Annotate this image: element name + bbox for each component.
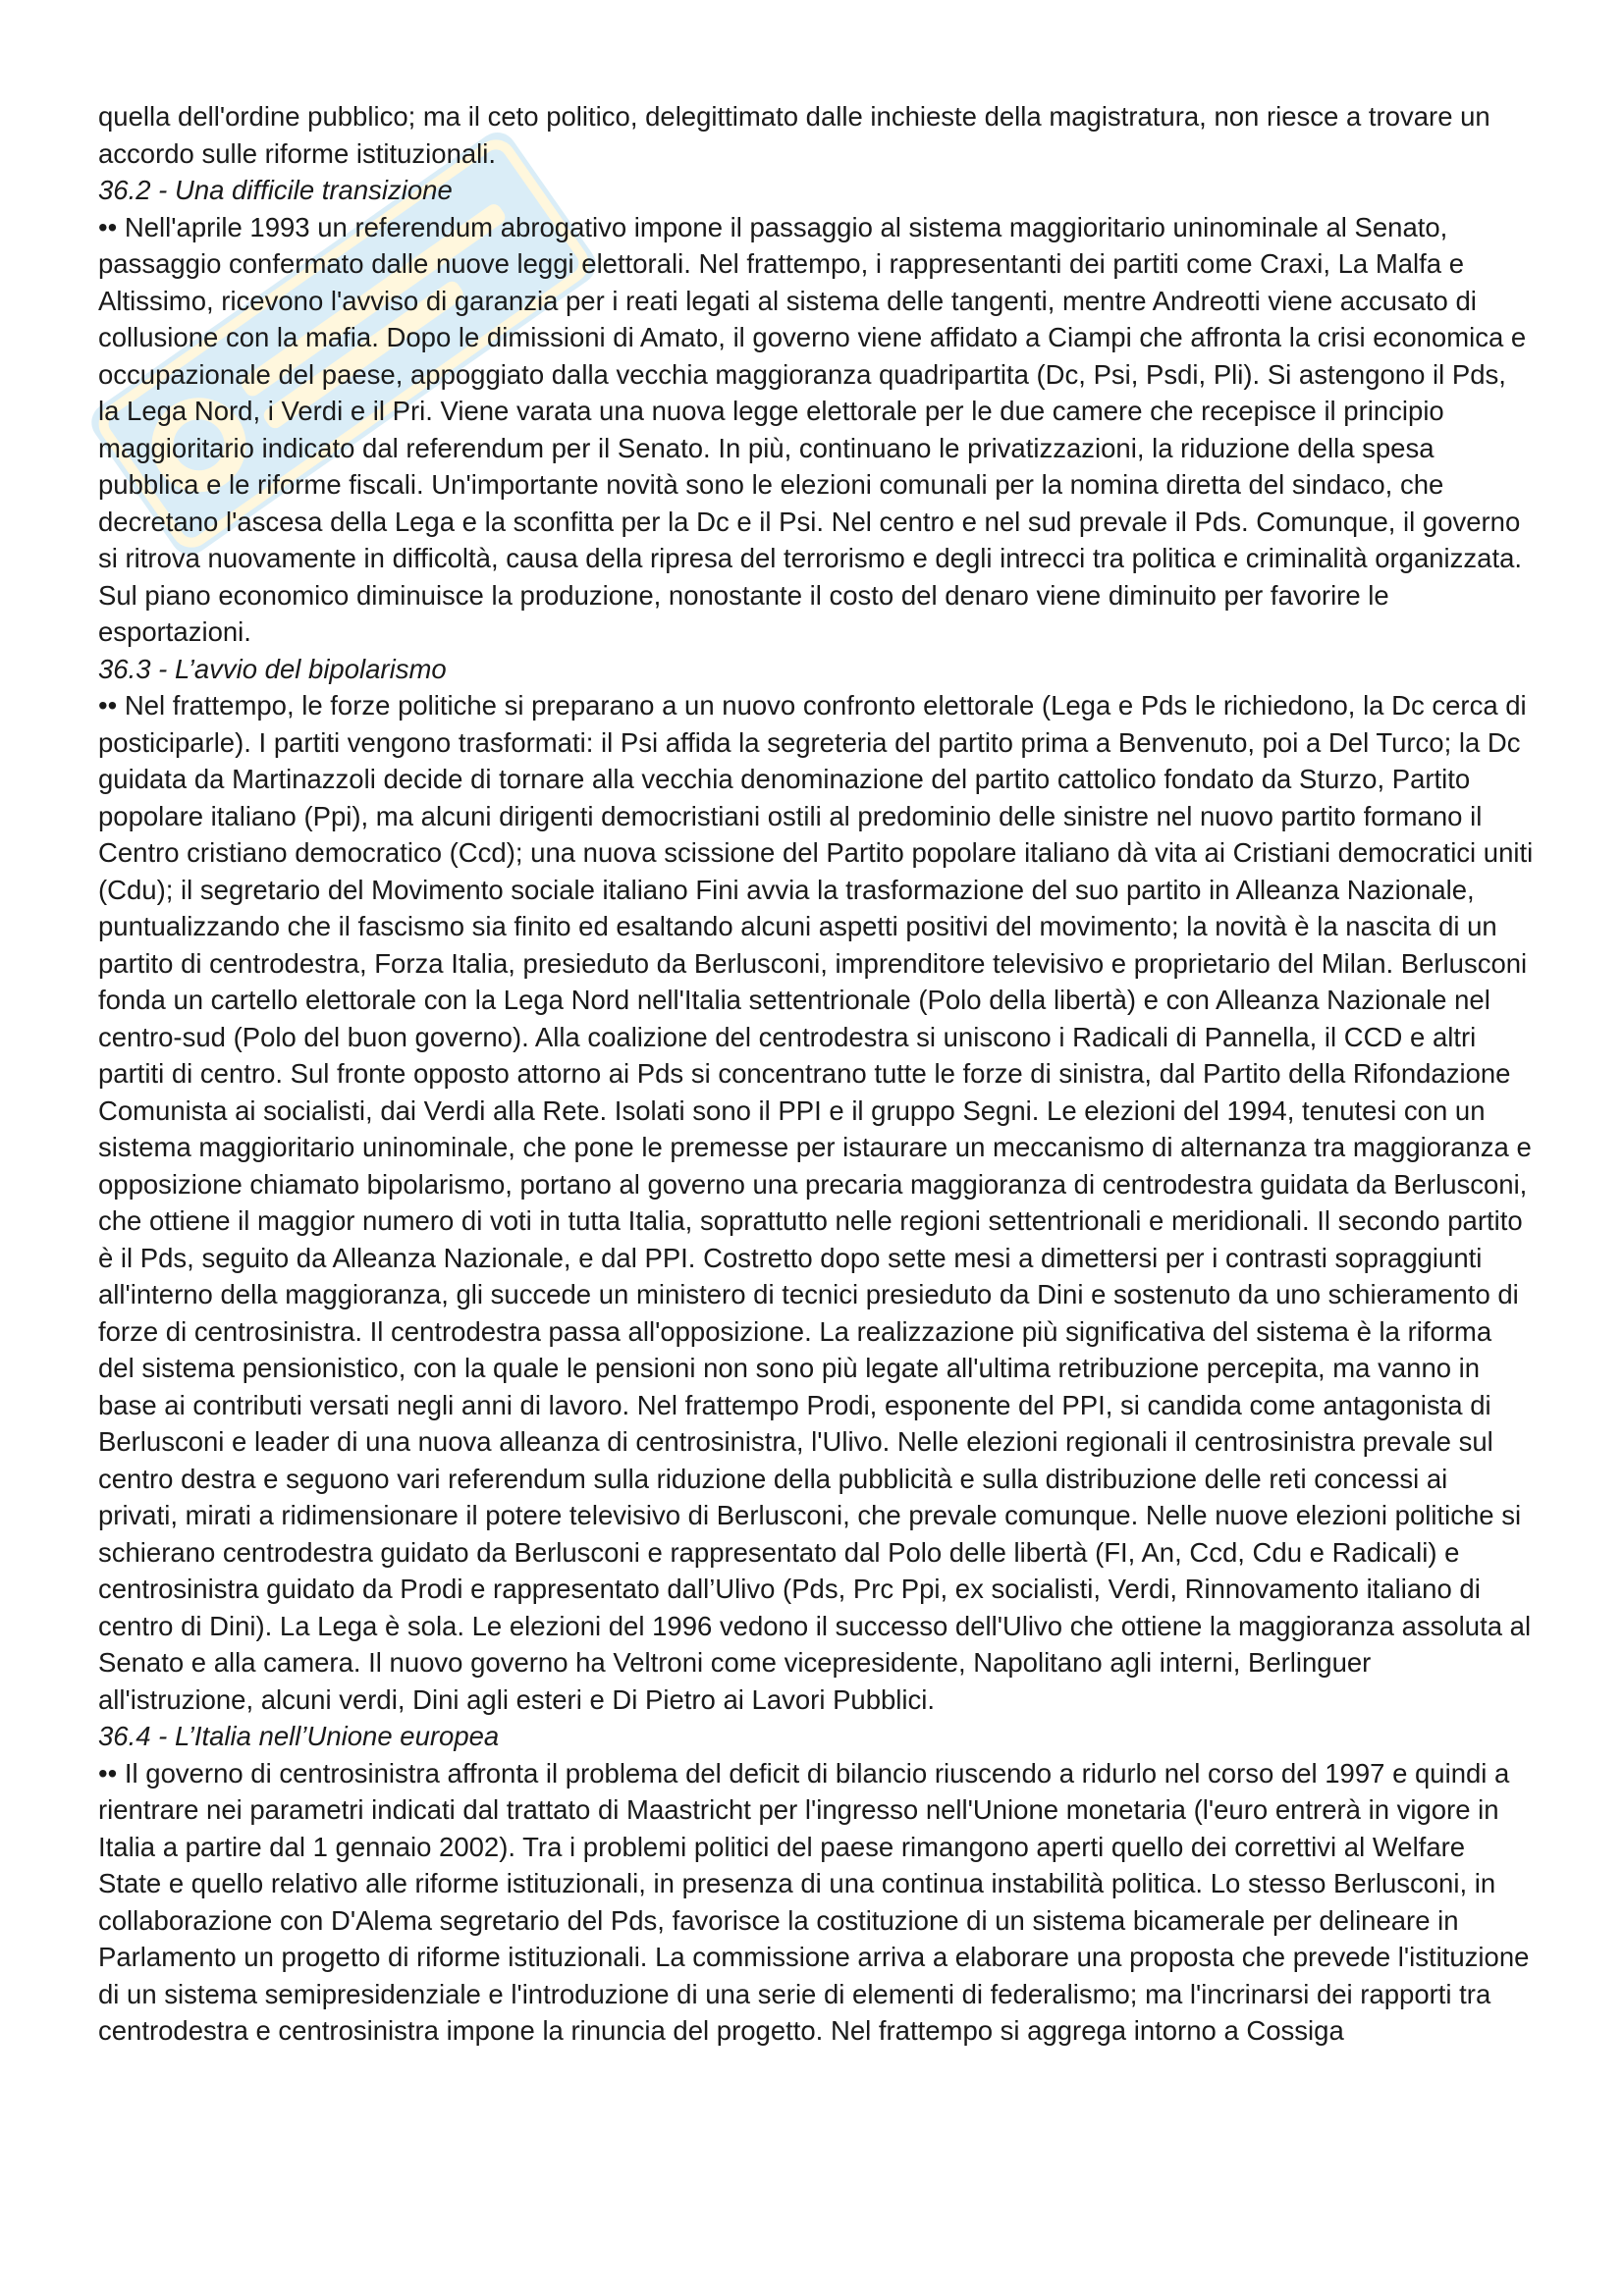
section-36-4 [98, 1718, 1534, 2050]
section-heading: 36.4 - L’Italia nell’Unione europea [98, 1721, 500, 1751]
intro-paragraph: quella dell'ordine pubblico; ma il ceto politico, delegittimato dalle inchieste della magistratura, non riesce a trovare un accordo sulle riforme istituzionali. [98, 101, 1490, 169]
section-body: •• Nel frattempo, le forze politiche si preparano a un nuovo confronto elettorale (Lega e Pds le richiedono, la Dc cerca di posticiparle). I partiti vengono trasformati: il Psi affida la segreteria del partito prima a Benvenuto, poi a Del Turco; la Dc guidata da Martinazzoli decide di tornare alla vecchia denominazione del partito cattolico fondato da Sturzo, Partito popolare italiano (Ppi), ma alcuni dirigenti democristiani ostili al predominio delle sinistre nel nuovo partito formano il Centro cristiano democratico (Ccd); una nuova scissione del Partito popolare italiano dà vita ai Cristiani democratici uniti (Cdu); il segretario del Movimento sociale italiano Fini avvia la trasformazione del suo partito in Alleanza Nazionale, puntualizzando che il fascismo sia finito ed esaltando alcuni aspetti positivi del movimento; la novità è la nascita di un partito di centrodestra, Forza Italia, presieduto da Berlusconi, imprenditore televisivo e proprietario del Milan. Berlusconi fonda un cartello elettorale con la Lega Nord nell'Italia settentrionale (Polo della libertà) e con Alleanza Nazionale nel centro-sud (Polo del buon governo). Alla coalizione del centrodestra si uniscono i Radicali di Pannella, il CCD e altri partiti di centro. Sul fronte opposto attorno ai Pds si concentrano tutte le forze di sinistra, dal Partito della Rifondazione Comunista ai socialisti, dai Verdi alla Rete. Isolati sono il PPI e il gruppo Segni. Le elezioni del 1994, tenutesi con un sistema maggioritario uninominale, che pone le premesse per istaurare un meccanismo di alternanza tra maggioranza e opposizione chiamato bipolarismo, portano al governo una precaria maggioranza di centrodestra guidata da Berlusconi, che ottiene il maggior numero di voti in tutta Italia, soprattutto nelle regioni settentrionali e meridionali. Il secondo partito è il Pds, seguito da Alleanza Nazionale, e dal PPI. Costretto dopo sette mesi a dimettersi per i contrasti sopraggiunti all'interno della maggioranza, gli succede un ministero di tecnici presieduto da Dini e sostenuto da uno schieramento di forze di centrosinistra. Il centrodestra passa all'opposizione. La realizzazione più significativa del sistema è la riforma del sistema pensionistico, con la quale le pensioni non sono più legate all'ultima retribuzione percepita, ma vanno in base ai contributi versati negli anni di lavoro. Nel frattempo Prodi, esponente del PPI, si candida come antagonista di Berlusconi e leader di una nuova alleanza di centrosinistra, l'Ulivo. Nelle elezioni regionali il centrosinistra prevale sul centro destra e seguono vari referendum sulla riduzione della pubblicità e sulla distribuzione delle reti concessi ai privati, mirati a ridimensionare il potere televisivo di Berlusconi, che prevale comunque. Nelle nuove elezioni politiche si schierano centrodestra guidato da Berlusconi e rappresentato dal Polo delle libertà (FI, An, Ccd, Cdu e Radicali) e centrosinistra guidato da Prodi e rappresentato dall’Ulivo (Pds, Prc Ppi, ex socialisti, Verdi, Rinnovamento italiano di centro di Dini). La Lega è sola. Le elezioni del 1996 vedono il successo dell'Ulivo che ottiene la maggioranza assoluta al Senato e alla camera. Il nuovo governo ha Veltroni come vicepresidente, Napolitano agli interni, Berlinguer all'istruzione, alcuni verdi, Dini agli esteri e Di Pietro ai Lavori Pubblici. [98, 690, 1534, 1715]
section-heading: 36.3 - L’avvio del bipolarismo [98, 653, 447, 684]
document-page [98, 98, 1534, 2050]
section-36-3 [98, 651, 1534, 1719]
section-36-2 [98, 172, 1534, 651]
section-body: •• Nell'aprile 1993 un referendum abrogativo impone il passaggio al sistema maggioritario uninominale al Senato, passaggio confermato dalle nuove leggi elettorali. Nel frattempo, i rappresentanti dei partiti come Craxi, La Malfa e Altissimo, ricevono l'avviso di garanzia per i reati legati al sistema delle tangenti, mentre Andreotti viene accusato di collusione con la mafia. Dopo le dimissioni di Amato, il governo viene affidato a Ciampi che affronta la crisi economica e occupazionale del paese, appoggiato dalla vecchia maggioranza quadripartita (Dc, Psi, Psdi, Pli). Si astengono il Pds, la Lega Nord, i Verdi e il Pri. Viene varata una nuova legge elettorale per le due camere che recepisce il principio maggioritario indicato dal referendum per il Senato. In più, continuano le privatizzazioni, la riduzione della spesa pubblica e le riforme fiscali. Un'importante novità sono le elezioni comunali per la nomina diretta del sindaco, che decretano l'ascesa della Lega e la sconfitta per la Dc e il Psi. Nel centro e nel sud prevale il Pds. Comunque, il governo si ritrova nuovamente in difficoltà, causa della ripresa del terrorismo e degli intrecci tra politica e criminalità organizzata. Sul piano economico diminuisce la produzione, nonostante il costo del denaro viene diminuito per favorire le esportazioni. [98, 211, 1527, 647]
section-heading: 36.2 - Una difficile transizione [98, 175, 453, 205]
section-body: •• Il governo di centrosinistra affronta il problema del deficit di bilancio riuscendo a ridurlo nel corso del 1997 e quindi a rientrare nei parametri indicati dal trattato di Maastricht per l'ingresso nell'Unione monetaria (l'euro entrerà in vigore in Italia a partire dal 1 gennaio 2002). Tra i problemi politici del paese rimangono aperti quello dei correttivi al Welfare State e quello relativo alle riforme istituzionali, in presenza di una continua instabilità politica. Lo stesso Berlusconi, in collaborazione con D'Alema segretario del Pds, favorisce la costituzione di un sistema bicamerale per delineare in Parlamento un progetto di riforme istituzionali. La commissione arriva a elaborare una proposta che prevede l'istituzione di un sistema semipresidenziale e l'introduzione di una serie di elementi di federalismo; ma l'incrinarsi dei rapporti tra centrodestra e centrosinistra impone la rinuncia del progetto. Nel frattempo si aggrega intorno a Cossiga [98, 1757, 1530, 2046]
